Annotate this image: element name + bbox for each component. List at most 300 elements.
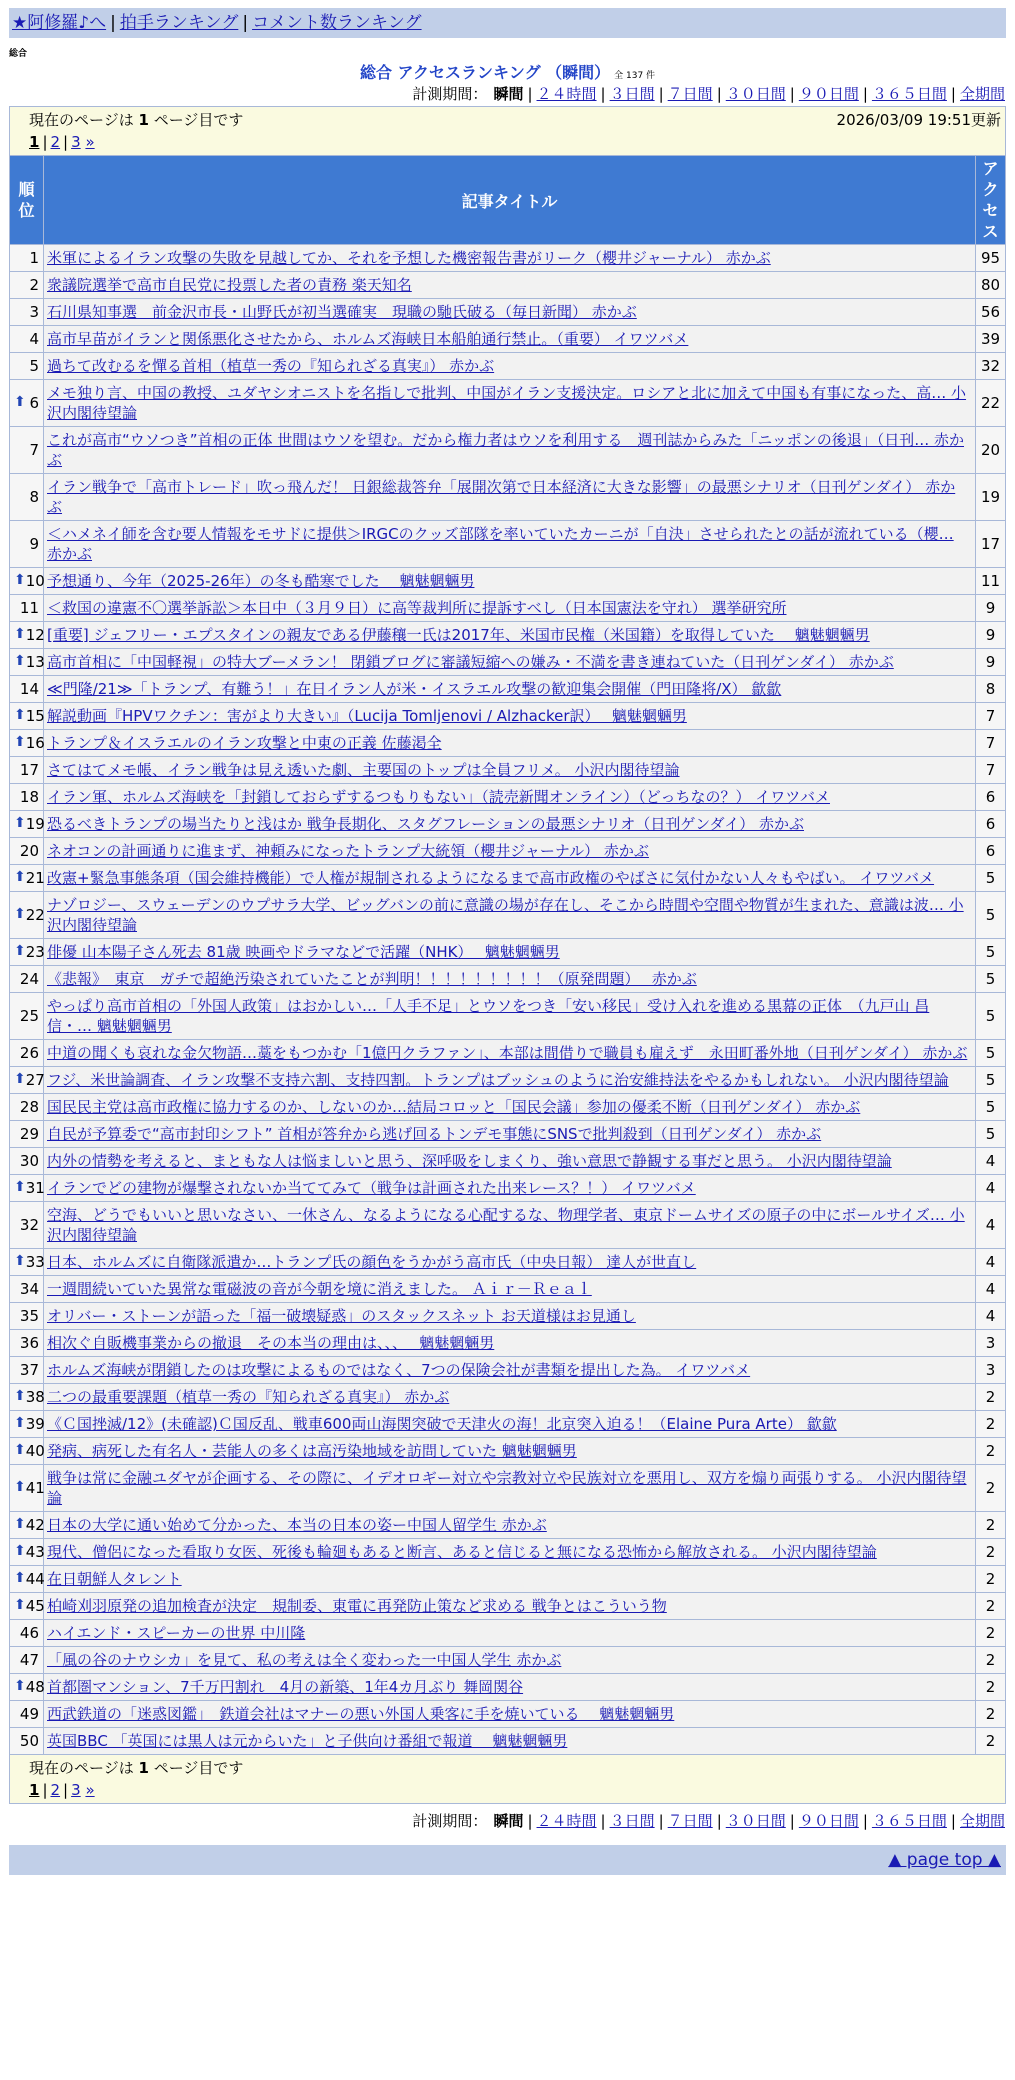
access-count: 2 [975,1384,1005,1411]
rank-cell [10,649,44,676]
rank-cell [10,1647,44,1674]
title-cell [44,427,976,474]
rank-number: 39 [25,1415,45,1433]
table-row [10,939,1006,966]
article-title-link[interactable]: 衆議院選挙で高市自民党に投票した者の責務 楽天知名 [47,276,412,294]
rank-up-arrow-icon: ⬆ [14,1597,26,1613]
article-title-link[interactable]: 内外の情勢を考えると、まともな人は悩ましいと思う、深呼吸をしまくり、強い意思で静観する事だと思う。 小沢内閣待望論 [47,1152,892,1170]
rank-cell [10,1040,44,1067]
access-count: 7 [975,703,1005,730]
period-separator: | [950,1812,956,1830]
page-info-bottom-row [10,1755,1006,1804]
page-top-link[interactable]: ▲ page top ▲ [888,1850,1001,1870]
pagination-next-link[interactable]: » [85,133,95,151]
title-cell [44,1094,976,1121]
table-row [10,784,1006,811]
rank-number: 14 [19,680,39,698]
rank-cell [10,811,44,838]
access-count: 4 [975,1249,1005,1276]
article-title-link[interactable]: 西武鉄道の「迷惑図鑑」 鉄道会社はマナーの悪い外国人乗客に手を焼いている 魑魅魍魎男 [47,1705,675,1723]
rank-number: 45 [25,1597,45,1615]
page-info-line [29,1757,1001,1779]
access-count: 3 [975,1357,1005,1384]
article-title-link[interactable]: フジ、米世論調査、イラン攻撃不支持六割、支持四割。トランプはブッシュのように治安維持法をやるかもしれない。 小沢内閣待望論 [47,1071,949,1089]
article-title-link[interactable]: メモ独り言、中国の教授、ユダヤシオニストを名指しで批判、中国がイラン支援決定。ロシアと北に加えて中国も有事になった、高… 小沢内閣待望論 [47,384,967,422]
article-title-link[interactable]: 英国BBC 「英国には黒人は元からいた」と子供向け番組で報道 魑魅魍魎男 [47,1732,568,1750]
access-count: 2 [975,1411,1005,1438]
title-cell [44,1276,976,1303]
rank-cell [10,1148,44,1175]
table-row [10,595,1006,622]
rank-number: 16 [25,734,45,752]
pagination [29,1779,1001,1801]
title-cell [44,568,976,595]
home-link[interactable]: ★阿修羅♪へ [12,13,107,33]
rank-number: 40 [25,1442,45,1460]
rank-cell [10,326,44,353]
rank-cell [10,521,44,568]
pagination-current-page: 1 [29,133,40,151]
table-row [10,1249,1006,1276]
access-count: 5 [975,966,1005,993]
applause-ranking-link[interactable]: 拍手ランキング [119,13,239,33]
rank-number: 46 [19,1624,39,1642]
table-row [10,1647,1006,1674]
period-option-link[interactable]: ３日間 [609,1812,655,1830]
table-row [10,1539,1006,1566]
title-cell [44,1121,976,1148]
access-count: 4 [975,1148,1005,1175]
access-count: 2 [975,1728,1005,1755]
article-title-link[interactable]: 発病、病死した有名人・芸能人の多くは高汚染地域を訪問していた 魑魅魍魎男 [47,1442,577,1460]
pagination [29,131,1001,153]
article-title-link[interactable]: 相次ぐ自販機事業からの撤退 その本当の理由は、、、 魑魅魍魎男 [47,1334,495,1352]
title-cell [44,1330,976,1357]
title-cell [44,1566,976,1593]
access-count: 20 [975,427,1005,474]
rank-number: 12 [25,626,45,644]
pagination-page-link[interactable]: 3 [71,133,81,151]
title-cell [44,1148,976,1175]
rank-cell [10,730,44,757]
table-row [10,622,1006,649]
rank-up-arrow-icon: ⬆ [14,734,26,750]
table-row [10,966,1006,993]
period-option-link[interactable]: 全期間 [959,85,1005,103]
period-option-link[interactable]: ９０日間 [798,1812,859,1830]
article-title-link[interactable]: ハイエンド・スピーカーの世界 中川隆 [47,1624,306,1642]
access-count: 32 [975,353,1005,380]
table-row [10,1384,1006,1411]
rank-up-arrow-icon: ⬆ [14,394,26,410]
table-row [10,649,1006,676]
rank-cell [10,595,44,622]
title-cell [44,1674,976,1701]
article-title-link[interactable]: 国民民主党は高市政権に協力するのか、しないのか…結局コロッと「国民会議」参加の優柔不断（日刊ゲンダイ） 赤かぶ [47,1098,861,1116]
period-option-link[interactable]: ３０日間 [725,1812,786,1830]
article-title-link[interactable]: 過ちて改むるを憚る首相（植草一秀の『知られざる真実』） 赤かぶ [47,357,495,375]
rank-number: 19 [25,815,45,833]
rank-cell [10,1202,44,1249]
table-row [10,474,1006,521]
title-cell [44,326,976,353]
rank-cell [10,474,44,521]
article-title-link[interactable]: 在日朝鮮人タレント [47,1570,182,1588]
table-row [10,811,1006,838]
period-separator: | [658,85,664,103]
rank-cell [10,272,44,299]
pagination-page-link[interactable]: 2 [50,1781,61,1799]
article-title-link[interactable]: イランでどの建物が爆撃されないか当ててみて（戦争は計画された出来レース？！） イワツバメ [47,1179,696,1197]
access-count: 5 [975,865,1005,892]
title-cell [44,1438,976,1465]
period-separator: | [716,85,722,103]
title-cell [44,1249,976,1276]
access-count: 4 [975,1202,1005,1249]
ranking-table [9,106,1006,1804]
rank-number: 47 [19,1651,39,1669]
rank-cell [10,939,44,966]
access-count: 5 [975,993,1005,1040]
rank-up-arrow-icon: ⬆ [14,906,26,922]
period-option-link[interactable]: 全期間 [959,1812,1005,1830]
period-separator: | [600,85,606,103]
rank-number: 7 [29,441,39,459]
period-separator: | [527,1812,533,1830]
pagination-page-link[interactable]: 3 [71,1781,81,1799]
rank-up-arrow-icon: ⬆ [14,707,26,723]
article-title-link[interactable]: 解説動画『HPVワクチン：害がより大きい』（Lucija Tomljenovi / Alzhacker訳） 魑魅魍魎男 [47,707,687,725]
category-label: 総合 [9,49,28,59]
article-title-link[interactable]: ナゾロジー、スウェーデンのウプサラ大学、ビッグバンの前に意識の場が存在し、そこから時間や空間や物質が生まれた、意識は波… 小沢内閣待望論 [47,896,964,934]
rank-cell [10,1438,44,1465]
access-count: 2 [975,1593,1005,1620]
table-row [10,1411,1006,1438]
table-row [10,1438,1006,1465]
article-title-link[interactable]: 中道の聞くも哀れな金欠物語…藁をもつかむ「1億円クラファン」、本部は間借りで職員も雇えず 永田町番外地（日刊ゲンダイ） 赤かぶ [47,1044,968,1062]
rank-cell [10,1411,44,1438]
page-text-pre: 現在のページは [29,1759,134,1777]
table-row [10,1593,1006,1620]
rank-up-arrow-icon: ⬆ [14,653,26,669]
title-cell [44,272,976,299]
article-title-link[interactable]: 石川県知事選 前金沢市長・山野氏が初当選確実 現職の馳氏破る（毎日新聞） 赤かぶ [47,303,637,321]
article-title-link[interactable]: 俳優 山本陽子さん死去 81歳 映画やドラマなどで活躍（NHK） 魑魅魍魎男 [47,943,560,961]
period-option-link[interactable]: ７日間 [667,1812,713,1830]
table-row [10,1040,1006,1067]
access-count: 95 [975,245,1005,272]
article-title-link[interactable]: 一週間続いていた異常な電磁波の音が今朝を境に消えました。 Ａｉｒ－Ｒｅａｌ [47,1280,592,1298]
updated-timestamp: 2026/03/09 19:51更新 [836,111,1001,129]
article-title-link[interactable]: 現代、僧侶になった看取り女医、死後も輪廻もあると断言、あると信じると無になる恐怖から解放される。 小沢内閣待望論 [47,1543,877,1561]
table-row [10,272,1006,299]
table-row [10,1701,1006,1728]
rank-up-arrow-icon: ⬆ [14,1253,26,1269]
access-count: 22 [975,380,1005,427]
article-title-link[interactable]: やっぱり高市首相の「外国人政策」はおかしい…「人手不足」とウソをつき「安い移民」受け入れを進める黒幕の正体 （九戸山 昌信・… 魑魅魍魎男 [47,997,930,1035]
period-option-link[interactable]: ３日間 [609,85,655,103]
table-header-row [10,156,1006,245]
title-cell [44,1465,976,1512]
rank-cell [10,1593,44,1620]
rank-cell [10,568,44,595]
title-cell [44,649,976,676]
title-cell [44,1728,976,1755]
access-count: 5 [975,939,1005,966]
title-cell [44,1411,976,1438]
title-cell [44,1701,976,1728]
rank-cell [10,299,44,326]
article-title-link[interactable]: さてはてメモ帳、イラン戦争は見え透いた劇、主要国のトップは全員フリメ。 小沢内閣待望論 [47,761,680,779]
period-option-link[interactable]: ２４時間 [536,85,597,103]
rank-number: 42 [25,1516,45,1534]
article-title-link[interactable]: 首都圏マンション、7千万円割れ 4月の新築、1年4カ月ぶり 舞岡関谷 [47,1678,524,1696]
title-cell [44,939,976,966]
rank-cell [10,865,44,892]
article-title-link[interactable]: ネオコンの計画通りに進まず、神頼みになったトランプ大統領（櫻井ジャーナル） 赤かぶ [47,842,649,860]
rank-number: 43 [25,1543,45,1561]
access-count: 39 [975,326,1005,353]
article-title-link[interactable]: 恐るべきトランプの場当たりと浅はか 戦争長期化、スタグフレーションの最悪シナリオ（日刊ゲンダイ） 赤かぶ [47,815,804,833]
article-title-link[interactable]: 《悲報》 東京 ガチで超絶汚染されていたことが判明！！！！！！！！！（原発問題） 赤かぶ [47,970,697,988]
rank-cell [10,892,44,939]
title-cell [44,892,976,939]
access-count: 56 [975,299,1005,326]
article-title-link[interactable]: イラン戦争で「高市トレード」吹っ飛んだ！ 日銀総裁答弁「展開次第で日本経済に大きな影響」の最悪シナリオ（日刊ゲンダイ） 赤かぶ [47,478,956,516]
article-title-link[interactable]: ＜救国の違憲不〇選挙訴訟＞本日中（３月９日）に高等裁判所に提訴すべし（日本国憲法を守れ） 選挙研究所 [47,599,787,617]
rank-cell [10,1249,44,1276]
article-title-link[interactable]: ≪門隆/21≫「トランプ、有難う！」在日イラン人が米・イスラエル攻撃の歓迎集会開催（門田隆将/X） 歙歙 [47,680,782,698]
period-option-link[interactable]: ３０日間 [725,85,786,103]
period-option-link[interactable]: ７日間 [667,85,713,103]
table-row [10,521,1006,568]
title-cell [44,1303,976,1330]
rank-number: 48 [25,1678,45,1696]
table-row [10,1067,1006,1094]
rank-up-arrow-icon: ⬆ [14,1516,26,1532]
period-option-link[interactable]: ３６５日間 [871,85,947,103]
comment-ranking-link[interactable]: コメント数ランキング [252,13,422,33]
article-title-link[interactable]: 空海、どうでもいいと思いなさい、一休さん、なるようになる心配するな、物理学者、東京ドームサイズの原子の中にボールサイズ… 小沢内閣待望論 [47,1206,965,1244]
access-count: 2 [975,1620,1005,1647]
rank-number: 37 [19,1361,39,1379]
rank-up-arrow-icon: ⬆ [14,1570,26,1586]
rank-column-header: 順位 [10,156,44,245]
article-title-link[interactable]: ＜ハメネイ師を含む要人情報をモサドに提供＞IRGCのクッズ部隊を率いていたカーニが「自決」させられたとの話が流れている（櫻… 赤かぶ [47,525,954,563]
article-title-link[interactable]: 柏崎刈羽原発の追加検査が決定 規制委、東電に再発防止策など求める 戦争とはこういう物 [47,1597,667,1615]
current-page-number: 1 [138,111,149,129]
access-count: 2 [975,1512,1005,1539]
rank-up-arrow-icon: ⬆ [14,1388,26,1404]
period-label: 計測期間： [412,85,488,103]
rank-number: 49 [19,1705,39,1723]
access-count: 80 [975,272,1005,299]
article-title-link[interactable]: [重要] ジェフリー・エプスタインの親友である伊藤穰一氏は2017年、米国市民権（米国籍）を取得していた 魑魅魍魎男 [47,626,870,644]
rank-number: 11 [19,599,39,617]
rank-up-arrow-icon: ⬆ [14,1479,26,1495]
table-row [10,1674,1006,1701]
rank-cell [10,703,44,730]
title-cell [44,1067,976,1094]
article-title-link[interactable]: 米軍によるイラン攻撃の失敗を見越してか、それを予想した機密報告書がリーク（櫻井ジャーナル） 赤かぶ [47,249,771,267]
title-cell [44,1647,976,1674]
access-count: 4 [975,1303,1005,1330]
pagination-next-link[interactable]: » [85,1781,95,1799]
access-count: 7 [975,730,1005,757]
article-title-link[interactable]: 高市首相に「中国軽視」の特大ブーメラン！ 閉鎖ブログに審議短縮への嫌み・不満を書き連ねていた（日刊ゲンダイ） 赤かぶ [47,653,894,671]
article-title-link[interactable]: 改憲+緊急事態条項（国会維持機能）で人権が規制されるようになるまで高市政権のやばさに気付かない人々もやばい。 イワツバメ [47,869,935,887]
title-cell [44,1175,976,1202]
access-count: 5 [975,892,1005,939]
current-page-text [29,109,243,131]
title-cell [44,811,976,838]
rank-number: 8 [29,488,39,506]
current-page-number: 1 [138,1759,149,1777]
article-title-link[interactable]: 二つの最重要課題（植草一秀の『知られざる真実』） 赤かぶ [47,1388,450,1406]
table-row [10,568,1006,595]
title-column-header: 記事タイトル [44,156,976,245]
rank-number: 35 [19,1307,39,1325]
title-cell [44,474,976,521]
title-cell [44,865,976,892]
article-title-link[interactable]: 「風の谷のナウシカ」を見て、私の考えは全く変わった一中国人学生 赤かぶ [47,1651,562,1669]
title-cell [44,380,976,427]
access-count: 9 [975,649,1005,676]
rank-cell [10,993,44,1040]
article-title-link[interactable]: これが高市“ウソつき”首相の正体 世間はウソを望む。だから権力者はウソを利用する 週刊誌からみた「ニッポンの後退」（日刊… 赤かぶ [47,431,964,469]
rank-cell [10,838,44,865]
pagination-page-link[interactable]: 2 [50,133,61,151]
article-title-link[interactable]: 《Ｃ国挫滅/12》(未確認)Ｃ国反乱、戦車600両山海関突破で天津火の海！北京突入迫る！（Elaine Pura Arte） 歙歙 [47,1415,837,1433]
rank-up-arrow-icon: ⬆ [14,943,26,959]
rank-number: 41 [25,1479,45,1497]
rank-number: 2 [29,276,39,294]
article-title-link[interactable]: トランプ＆イスラエルのイラン攻撃と中東の正義 佐藤渇全 [47,734,442,752]
table-row [10,1357,1006,1384]
table-row [10,380,1006,427]
access-count: 2 [975,1701,1005,1728]
rank-cell [10,966,44,993]
period-option-link[interactable]: ９０日間 [798,85,859,103]
access-count: 6 [975,811,1005,838]
title-cell [44,703,976,730]
rank-number: 18 [19,788,39,806]
rank-cell [10,1330,44,1357]
rank-number: 44 [25,1570,45,1588]
title-cell [44,521,976,568]
period-current: 瞬間 [493,1812,524,1830]
article-title-link[interactable]: イラン軍、ホルムズ海峡を「封鎖しておらずするつもりもない」（読売新聞オンライン）（どっちなの？） イワツバメ [47,788,830,806]
table-row [10,676,1006,703]
period-separator: | [862,85,868,103]
rank-up-arrow-icon: ⬆ [14,869,26,885]
rank-cell [10,380,44,427]
rank-number: 30 [19,1152,39,1170]
table-row [10,892,1006,939]
rank-number: 3 [29,303,39,321]
table-row [10,993,1006,1040]
rank-number: 24 [19,970,39,988]
article-title-link[interactable]: 高市早苗がイランと関係悪化させたから、ホルムズ海峡日本船舶通行禁止。（重要） イワツバメ [47,330,689,348]
pagination-current-page: 1 [29,1781,40,1799]
rank-cell [10,427,44,474]
title-cell [44,1512,976,1539]
access-count: 4 [975,1276,1005,1303]
access-count: 9 [975,622,1005,649]
title-cell [44,757,976,784]
access-count: 19 [975,474,1005,521]
period-selector-bottom [9,1809,1006,1833]
top-nav [9,8,1006,38]
article-title-link[interactable]: 自民が予算委で“高市封印シフト” 首相が答弁から逃げ回るトンデモ事態にSNSで批判殺到（日刊ゲンダイ） 赤かぶ [47,1125,822,1143]
access-count: 6 [975,838,1005,865]
article-title-link[interactable]: 日本の大学に通い始めて分かった、本当の日本の姿ー中国人留学生 赤かぶ [47,1516,547,1534]
access-count: 11 [975,568,1005,595]
rank-cell [10,1094,44,1121]
rank-cell [10,622,44,649]
rank-cell [10,1384,44,1411]
title-cell [44,1620,976,1647]
article-title-link[interactable]: 戦争は常に金融ユダヤが企画する、その際に、イデオロギー対立や宗教対立や民族対立を悪用し、双方を煽り両張りする。 小沢内閣待望論 [47,1469,967,1507]
table-row [10,1728,1006,1755]
title-cell [44,838,976,865]
title-cell [44,993,976,1040]
rank-up-arrow-icon: ⬆ [14,572,26,588]
rank-up-arrow-icon: ⬆ [14,1678,26,1694]
article-title-link[interactable]: オリバー・ストーンが語った「福一破壊疑惑」のスタックスネット お天道様はお見通し [47,1307,636,1325]
period-option-link[interactable]: ３６５日間 [871,1812,947,1830]
rank-number: 5 [29,357,39,375]
table-row [10,1330,1006,1357]
title-cell [44,353,976,380]
title-cell [44,966,976,993]
pagination-separator: | [42,1781,48,1799]
rank-number: 17 [19,761,39,779]
access-count: 2 [975,1647,1005,1674]
article-title-link[interactable]: 予想通り、今年（2025-26年）の冬も酷寒でした 魑魅魍魎男 [47,572,475,590]
article-title-link[interactable]: ホルムズ海峡が閉鎖したのは攻撃によるものではなく、7つの保険会社が書類を提出した為。 イワツバメ [47,1361,751,1379]
rank-number: 31 [25,1179,45,1197]
rank-number: 22 [25,906,45,924]
page-title [9,60,1006,82]
table-row [10,245,1006,272]
rank-number: 9 [29,535,39,553]
rank-number: 34 [19,1280,39,1298]
rank-number: 32 [19,1216,39,1234]
rank-number: 29 [19,1125,39,1143]
rank-number: 33 [25,1253,45,1271]
title-cell [44,299,976,326]
rank-number: 27 [25,1071,45,1089]
page-info-top [10,107,1006,156]
access-count: 7 [975,757,1005,784]
table-row [10,1202,1006,1249]
table-row [10,1175,1006,1202]
period-label: 計測期間： [412,1812,488,1830]
period-option-link[interactable]: ２４時間 [536,1812,597,1830]
article-title-link[interactable]: 日本、ホルムズに自衛隊派遣か…トランプ氏の顔色をうかがう高市氏（中央日報） 達人が世直し [47,1253,697,1271]
access-count: 2 [975,1465,1005,1512]
title-cell [44,730,976,757]
rank-cell [10,1067,44,1094]
period-separator: | [950,85,956,103]
rank-number: 4 [29,330,39,348]
rank-number: 26 [19,1044,39,1062]
rank-number: 6 [29,394,39,412]
access-count: 2 [975,1539,1005,1566]
rank-cell [10,1357,44,1384]
rank-up-arrow-icon: ⬆ [14,1415,26,1431]
